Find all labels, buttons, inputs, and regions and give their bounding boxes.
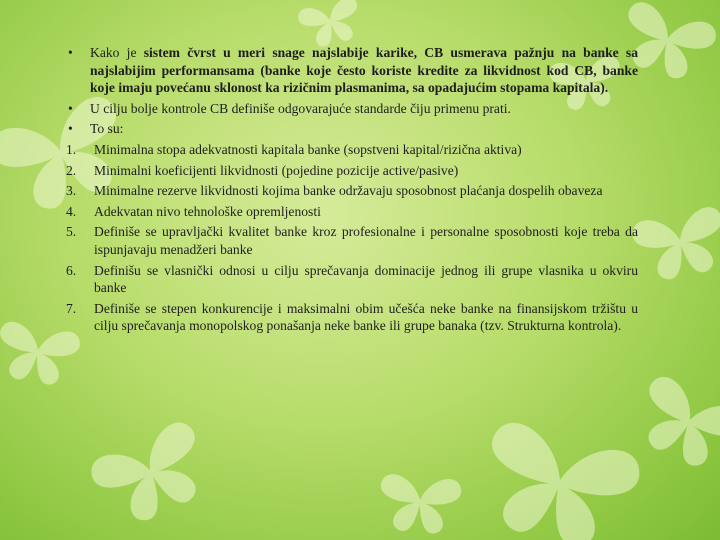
numbered-item: [66, 203, 638, 221]
numbered-text: Definišu se vlasnički odnosi u cilju sprečavanja dominacije jednog ili grupe vlasnika u okviru banke: [94, 262, 638, 296]
numbered-item: [66, 162, 638, 180]
number-marker: 6.: [66, 262, 77, 278]
number-marker: 2.: [66, 162, 77, 178]
bullet-item: [66, 100, 638, 118]
numbered-item: [66, 141, 638, 159]
slide-content: [66, 44, 638, 335]
numbered-text: Definiše se stepen konkurencije i maksimalni obim učešća neke banke na finansijskom tržištu u cilju sprečavanja monopolskog ponašanja neke banke ili grupe banaka (tzv. Strukturna kontrola).: [94, 300, 638, 334]
numbered-text: Minimalna stopa adekvatnosti kapitala banke (sopstveni kapital/rizična aktiva): [94, 141, 522, 157]
bullet-item: [66, 44, 638, 97]
numbered-text: Minimalni koeficijenti likvidnosti (pojedine pozicije active/pasive): [94, 162, 459, 178]
butterfly-icon: [377, 473, 462, 536]
butterfly-icon: [86, 417, 219, 534]
numbered-item: [66, 300, 638, 335]
butterfly-icon: [627, 372, 720, 478]
number-marker: 5.: [66, 224, 77, 240]
butterfly-icon: [630, 205, 720, 285]
bullet-marker: •: [68, 121, 73, 137]
bullet-marker: •: [68, 45, 73, 60]
numbered-text: Adekvatan nivo tehnološke opremljenosti: [94, 203, 321, 219]
numbered-item: [66, 262, 638, 297]
bullet-text: U cilju bolje kontrole CB definiše odgovarajuće standarde čiju primenu prati.: [90, 100, 511, 116]
number-marker: 7.: [66, 300, 77, 316]
bullet-marker: •: [68, 100, 73, 116]
bullet-lead-text: Kako je: [90, 45, 144, 60]
number-marker: 4.: [66, 203, 77, 219]
bullet-text: To su:: [90, 121, 124, 137]
numbered-item: [66, 223, 638, 258]
butterfly-icon: [471, 418, 644, 540]
numbered-text: Minimalne rezerve likvidnosti kojima banke održavaju sposobnost plaćanja dospelih obaveza: [94, 183, 603, 199]
number-marker: 1.: [66, 141, 77, 157]
number-marker: 3.: [66, 183, 77, 199]
numbered-text: Definiše se upravljački kvalitet banke kroz profesionalne i personalne sposobnosti koje treba da ispunjavaju menadžeri banke: [94, 224, 638, 257]
bullet-bold-text: sistem čvrst u meri snage najslabije karike, CB usmerava pažnju na banke sa najslabijim performansama (banke koje često koriste kredite za likvidnost kod CB, banke koje imaju povećanu sklonost ka rizičnim plasmanima, sa opadajućim stopama kapitala).: [90, 45, 638, 96]
numbered-item: [66, 182, 638, 200]
bullet-item: [66, 120, 638, 138]
